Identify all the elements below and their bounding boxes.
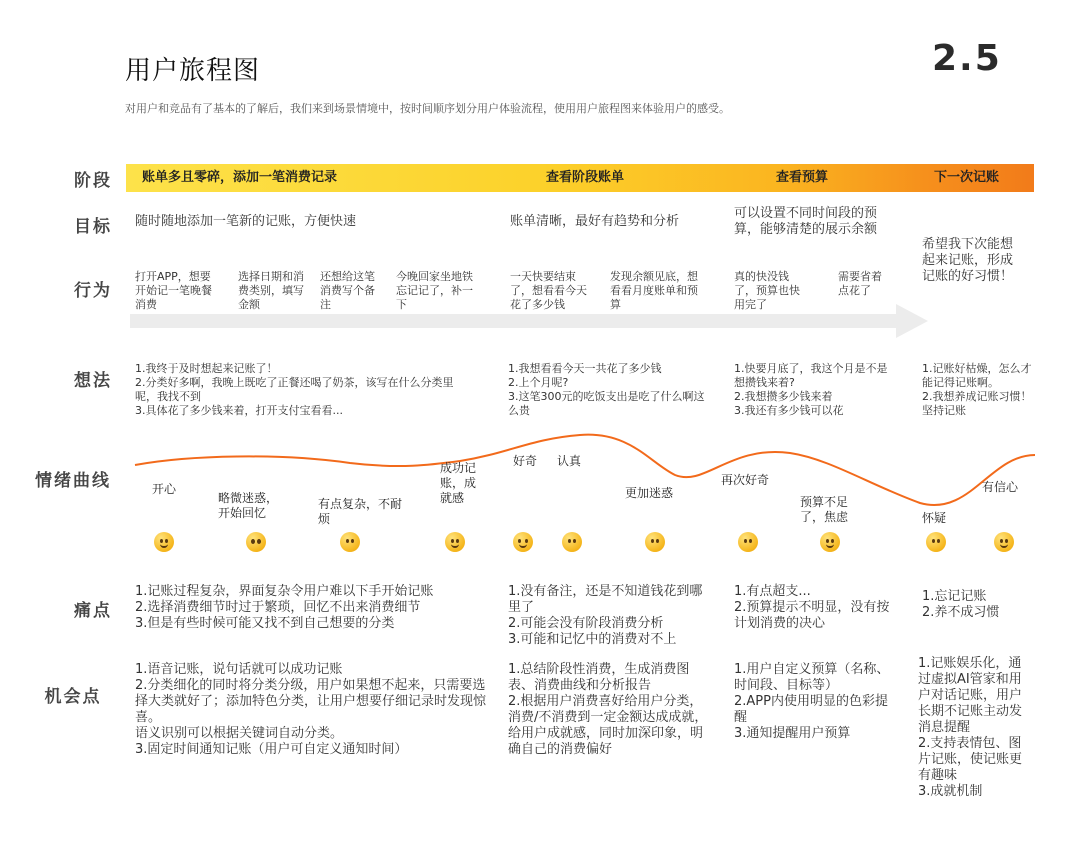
opportunity-3: 1.用户自定义预算（名称、时间段、目标等） 2.APP内使用明显的色彩提醒 3.通知提醒用户预算 — [734, 662, 890, 741]
thinking-face-icon — [340, 532, 360, 552]
emotion-label-11: 有信心 — [982, 480, 1019, 494]
thoughts-4: 1.记账好枯燥，怎么才能记得记账啊。 2.我想养成记账习惯！坚持记账 — [922, 362, 1032, 417]
emotion-label-8: 再次好奇 — [721, 473, 770, 487]
page-number: 2.5 — [932, 38, 1002, 79]
row-label-behavior: 行为 — [74, 281, 112, 301]
party-face-icon — [445, 532, 465, 552]
goal-4: 希望我下次能想起来记账，形成记账的好习惯！ — [922, 237, 1014, 284]
page-subtitle: 对用户和竞品有了基本的了解后，我们来到场景情境中，按时间顺序划分用户体验流程，使用用户旅程图来体验用户的感受。 — [125, 102, 730, 115]
row-label-emotion: 情绪曲线 — [35, 471, 111, 491]
thoughts-1: 1.我终于及时想起来记账了！ 2.分类好多啊，我晚上既吃了正餐还喝了奶茶，该写在什么分类里呢，我找不到 3.具体花了多少钱来着，打开支付宝看看... — [135, 362, 454, 417]
confident-face-icon — [994, 532, 1014, 552]
stage-2: 查看阶段账单 — [546, 170, 625, 185]
stage-3: 查看预算 — [776, 170, 829, 185]
emotion-label-1: 开心 — [152, 482, 177, 496]
emotion-label-6: 认真 — [557, 454, 582, 468]
opportunity-2: 1.总结阶段性消费，生成消费图表、消费曲线和分析报告 2.根据用户消费喜好给用户分类，消费/不消费到一定金额达成成就，给用户成就感，同时加深印象，明确自己的消费偏好 — [508, 662, 708, 757]
behavior-6: 发现余额见底，想看看月度账单和预算 — [610, 270, 698, 311]
pain-3: 1.有点超支... 2.预算提示不明显，没有按计划消费的决心 — [734, 584, 890, 631]
behavior-4: 今晚回家坐地铁忘记记了，补一下 — [396, 270, 473, 311]
surprised-face-icon — [738, 532, 758, 552]
goal-2: 账单清晰，最好有趋势和分析 — [510, 214, 680, 229]
thoughts-3: 1.快要月底了，我这个月是不是想攒钱来着? 2.我想攒多少钱来着 3.我还有多少钱可以花 — [734, 362, 888, 417]
behavior-3: 还想给这笔消费写个备注 — [320, 270, 375, 311]
stage-4: 下一次记账 — [934, 170, 1000, 185]
behavior-5: 一天快要结束了，想看看今天花了多少钱 — [510, 270, 587, 311]
opportunity-1: 1.语音记账，说句话就可以成功记账 2.分类细化的同时将分类分级，用户如果想不起来，只需要选择大类就好了；添加特色分类，让用户想要仔细记录时发现惊喜。 语义识别可以根据关键词自动分类。 3.固定时间通知记账（用户可自定义通知时间） — [135, 662, 487, 757]
anxious-face-icon — [820, 532, 840, 552]
goal-1: 随时随地添加一笔新的记账，方便快速 — [135, 214, 357, 229]
row-label-pain: 痛点 — [74, 601, 112, 621]
row-label-stage: 阶段 — [74, 171, 112, 191]
row-label-thoughts: 想法 — [74, 371, 112, 391]
raised-eyebrow-face-icon — [645, 532, 665, 552]
nerd-face-icon — [513, 532, 533, 552]
emotion-label-4: 成功记账，成就感 — [440, 461, 477, 505]
emotion-label-2: 略微迷惑，开始回忆 — [218, 491, 279, 520]
happy-face-icon — [154, 532, 174, 552]
pain-2: 1.没有备注，还是不知道钱花到哪里了 2.可能会没有阶段消费分析 3.可能和记忆中的消费对不上 — [508, 584, 703, 647]
page-title: 用户旅程图 — [125, 56, 261, 86]
doubtful-face-icon — [926, 532, 946, 552]
stage-1: 账单多且零碎，添加一笔消费记录 — [142, 170, 338, 185]
pain-1: 1.记账过程复杂，界面复杂令用户难以下手开始记账 2.选择消费细节时过于繁琐，回忆不出来消费细节 3.但是有些时候可能又找不到自己想要的分类 — [135, 584, 434, 631]
behavior-2: 选择日期和消费类别，填写金额 — [238, 270, 304, 311]
goal-3: 可以设置不同时间段的预算，能够清楚的展示余额 — [734, 206, 878, 237]
behavior-7: 真的快没钱了，预算也快用完了 — [734, 270, 800, 311]
row-label-goal: 目标 — [74, 217, 112, 237]
behavior-1: 打开APP，想要开始记一笔晚餐消费 — [135, 270, 212, 311]
pain-4: 1.忘记记账 2.养不成习惯 — [922, 589, 1000, 620]
emotion-label-5: 好奇 — [513, 454, 538, 468]
emotion-label-10: 怀疑 — [922, 511, 947, 525]
opportunity-4: 1.记账娱乐化，通过虚拟AI管家和用户对话记账，用户长期不记账主动发消息提醒 2.支持表情包、图片记账，使记账更有趣味 3.成就机制 — [918, 656, 1023, 799]
thoughts-2: 1.我想看看今天一共花了多少钱 2.上个月呢? 3.这笔300元的吃饭支出是吃了什么啊这么贵 — [508, 362, 705, 417]
emotion-label-9: 预算不足了，焦虑 — [800, 495, 849, 524]
monocle-face-icon — [562, 532, 582, 552]
row-label-opportunity: 机会点 — [44, 687, 102, 707]
emotion-label-7: 更加迷惑 — [625, 486, 674, 500]
emotion-label-3: 有点复杂，不耐烦 — [318, 497, 403, 526]
behavior-8: 需要省着点花了 — [838, 270, 882, 297]
dazed-face-icon — [246, 532, 266, 552]
